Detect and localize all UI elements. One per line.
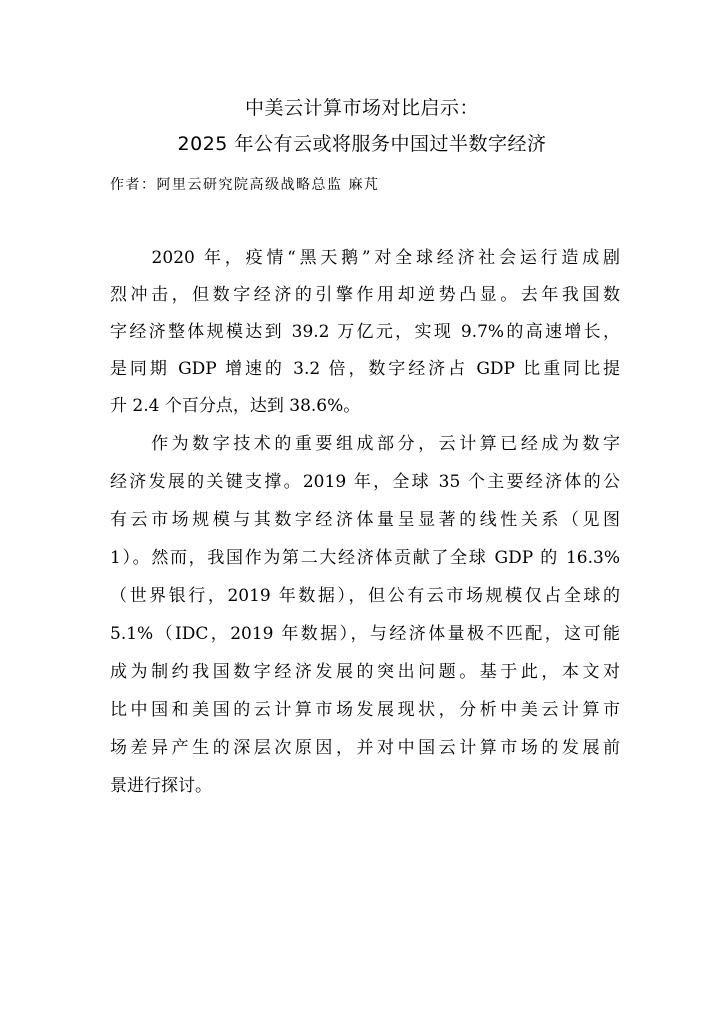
paragraph-2-line-2: 经济发展的关键支撑。2019 年，全球 35 个主要经济体的公 <box>110 472 620 492</box>
paragraph-2-line-3: 有云市场规模与其数字经济体量呈显著的线性关系（见图 <box>110 510 620 530</box>
paragraph-2-line-7: 成为制约我国数字经济发展的突出问题。基于此，本文对 <box>110 662 620 682</box>
document-title-line-2: 2025 年公有云或将服务中国过半数字经济 <box>177 133 547 155</box>
paragraph-1-line-3: 字经济整体规模达到 39.2 万亿元，实现 9.7%的高速增长， <box>110 322 620 342</box>
paragraph-2-line-10: 景进行探讨。 <box>110 776 212 796</box>
paragraph-1-line-1: 2020 年，疫情“黑天鹅”对全球经济社会运行造成剧 <box>110 248 620 268</box>
paragraph-2-line-5: （世界银行，2019 年数据），但公有云市场规模仅占全球的 <box>110 586 620 606</box>
paragraph-2-line-6: 5.1%（IDC，2019 年数据），与经济体量极不匹配，这可能 <box>110 624 620 644</box>
paragraph-2-line-1: 作为数字技术的重要组成部分，云计算已经成为数字 <box>110 434 620 454</box>
paragraph-1-line-4: 是同期 GDP 增速的 3.2 倍，数字经济占 GDP 比重同比提 <box>110 359 620 379</box>
document-title-line-1: 中美云计算市场对比启示： <box>244 97 479 119</box>
paragraph-2-line-9: 场差异产生的深层次原因，并对中国云计算市场的发展前 <box>110 738 620 758</box>
paragraph-1-line-2: 烈冲击，但数字经济的引擎作用却逆势凸显。去年我国数 <box>110 285 620 305</box>
author-line: 作者：阿里云研究院高级战略总监 麻芃 <box>110 177 380 193</box>
paragraph-2-line-8: 比中国和美国的云计算市场发展现状，分析中美云计算市 <box>110 700 620 720</box>
paragraph-1-line-5: 升 2.4 个百分点，达到 38.6%。 <box>110 396 361 416</box>
paragraph-2-line-4: 1）。然而，我国作为第二大经济体贡献了全球 GDP 的 16.3% <box>110 548 620 568</box>
